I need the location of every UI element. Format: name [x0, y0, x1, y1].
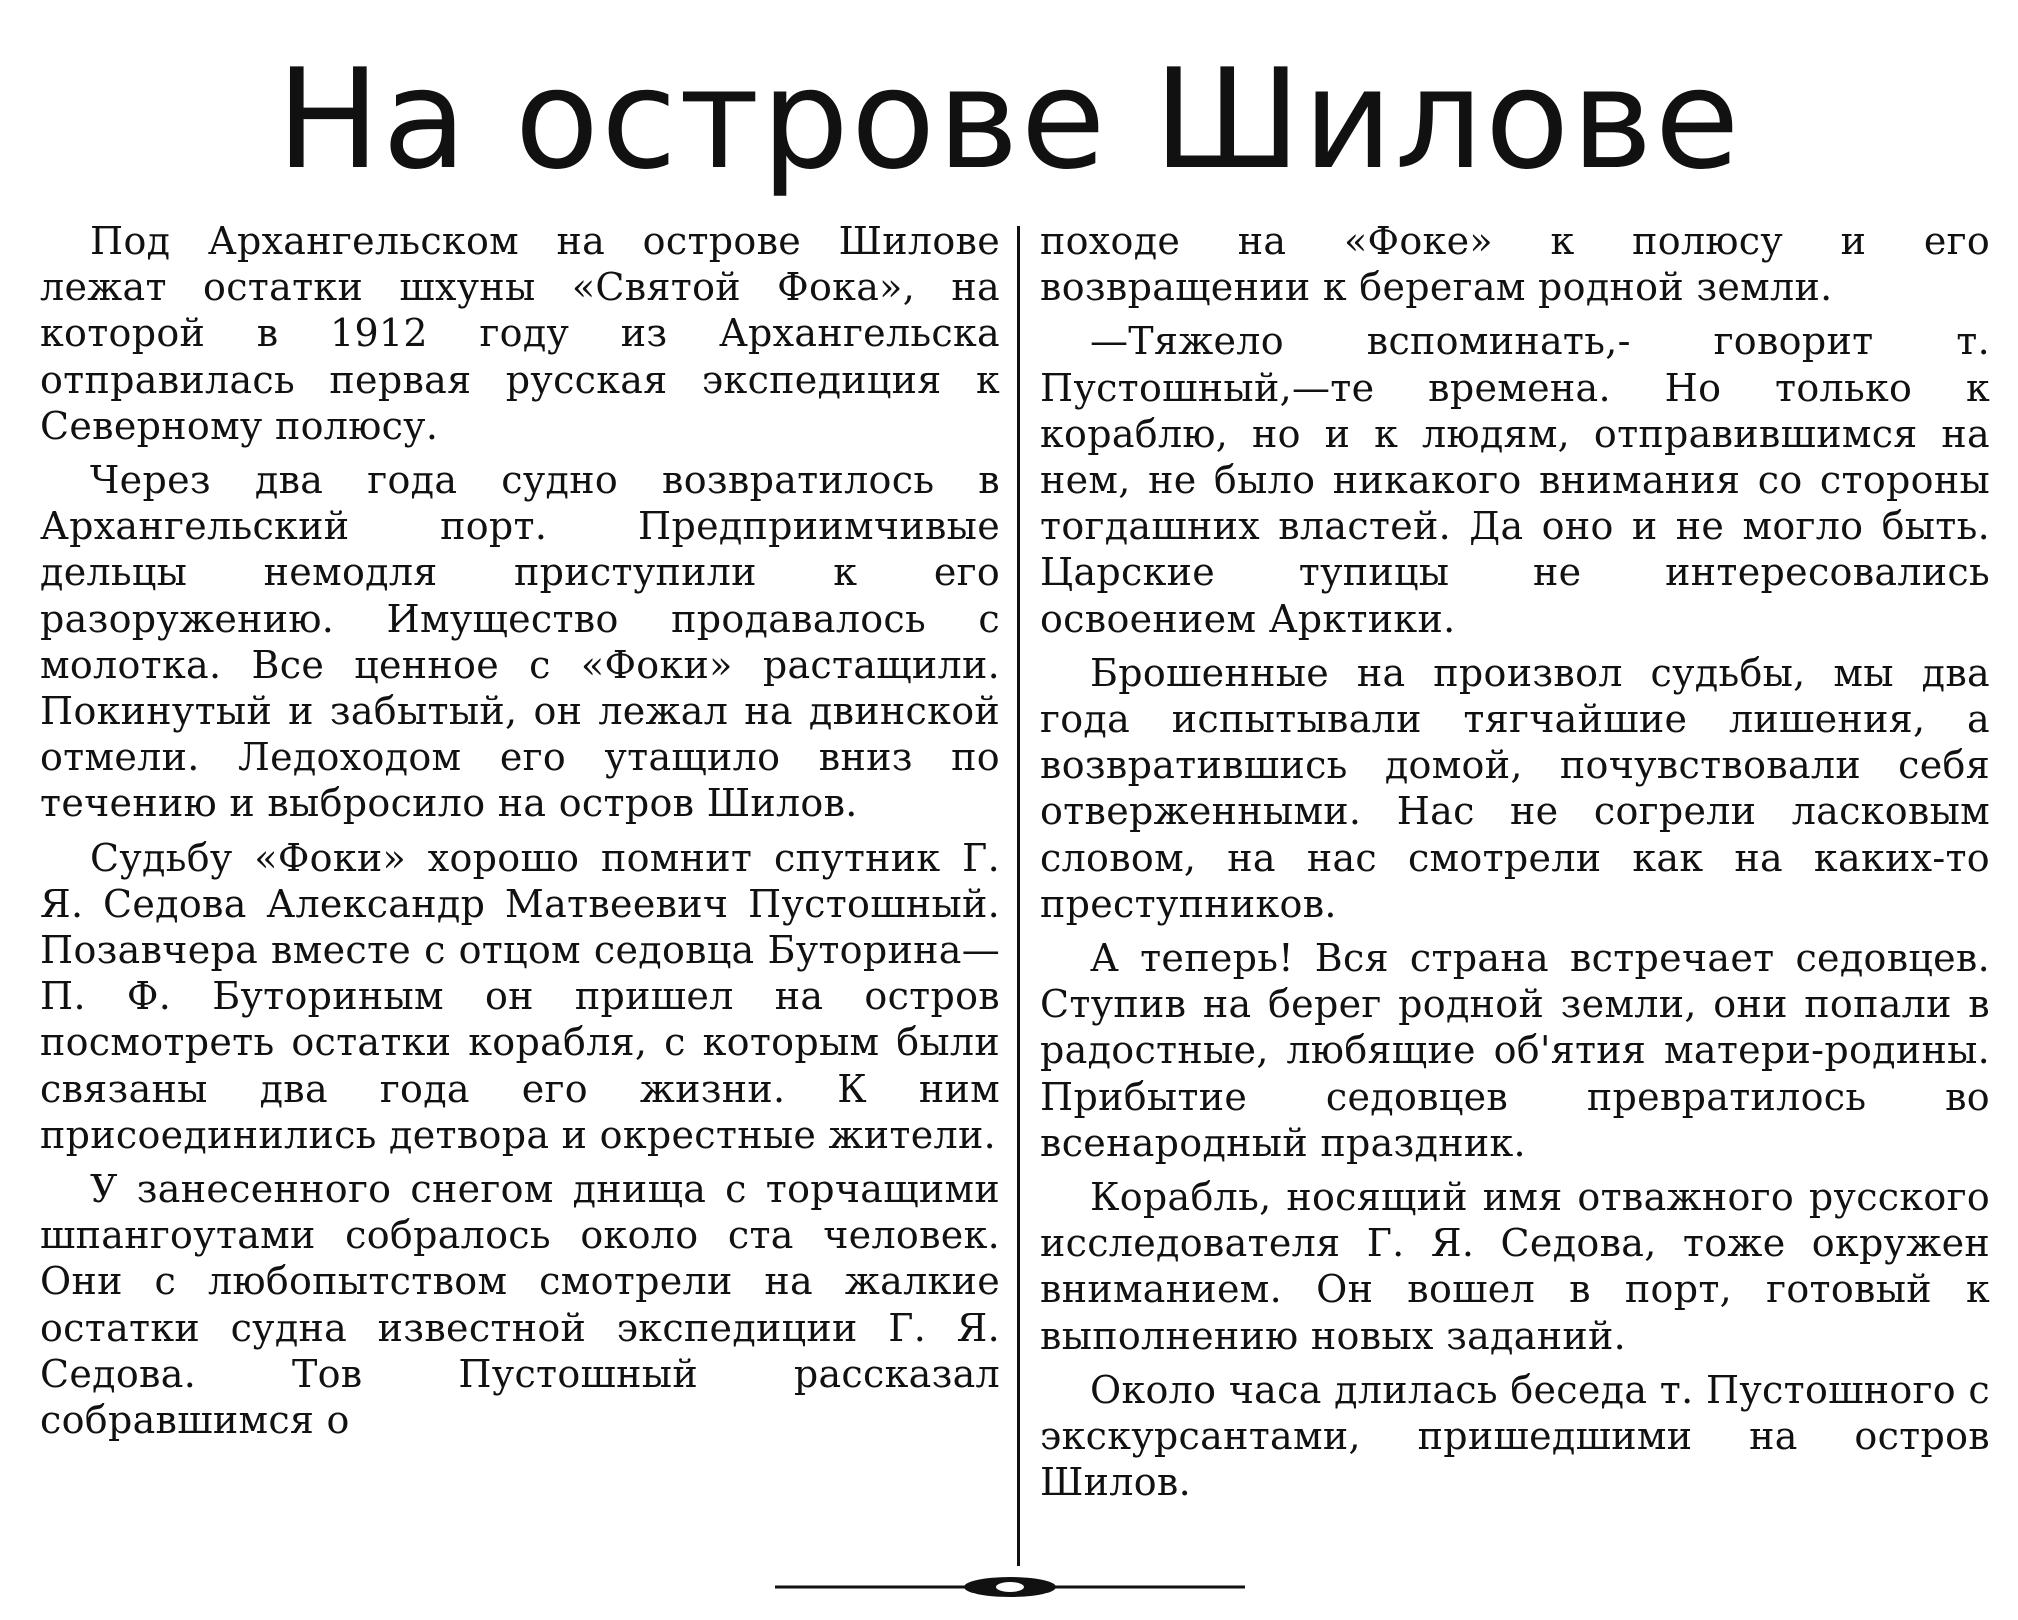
- paragraph: А теперь! Вся страна встречает седовцев. Ступив на берег родной земли, они попали в радостные, любящие об'ятия матери-родины. Прибытие седовцев превратилось во всенародный праздник.: [1040, 936, 1990, 1165]
- paragraph: —Тяжело вспоминать,- говорит т. Пустошный,—те времена. Но только к кораблю, но и к людям, отправившимся на нем, не было никакого внимания со стороны тогдашних властей. Да оно и не могло быть. Царские тупицы не интересовались освоением Арктики.: [1040, 319, 1990, 641]
- paragraph: Корабль, носящий имя отважного русского исследователя Г. Я. Седова, тоже окружен вниманием. Он вошел в порт, готовый к выполнению новых заданий.: [1040, 1175, 1990, 1358]
- paragraph: походе на «Фоке» к полюсу и его возвращении к берегам родной земли.: [1040, 219, 1990, 310]
- paragraph: Через два года судно возвратилось в Архангельский порт. Предприимчивые дельцы немодля приступили к его разоружению. Имущество продавалось с молотка. Все ценное с «Фоки» растащили. Покинутый и забытый, он лежал на двинской отмели. Ледоходом его утащило вниз по течению и выбросило на остров Шилов.: [40, 458, 1000, 826]
- paragraph: У занесенного снегом днища с торчащими шпангоутами собралось около ста человек. Они с любопытством смотрели на жалкие остатки судна известной экспедиции Г. Я. Седова. Тов Пустошный рассказал собравшимся о: [40, 1167, 1000, 1443]
- headline: На острове Шилове: [276, 39, 1742, 200]
- paragraph: Брошенные на произвол судьбы, мы два года испытывали тягчайшие лишения, а возвратившись домой, почувствовали себя отверженными. Нас не согрели ласковым словом, на нас смотрели как на каких-то преступников.: [1040, 650, 1990, 926]
- right-column: [1040, 218, 1990, 1513]
- column-divider: [1017, 226, 1020, 1566]
- paragraph: Под Архангельском на острове Шилове лежат остатки шхуны «Святой Фока», на которой в 1912 году из Архангельска отправилась первая русская экспедиция к Северному полюсу.: [40, 219, 1000, 448]
- end-ornament: [775, 1572, 1245, 1602]
- left-column: [40, 218, 1000, 1451]
- paragraph: Около часа длилась беседа т. Пустошного с экскурсантами, пришедшими на остров Шилов.: [1040, 1367, 1990, 1505]
- paragraph: Судьбу «Фоки» хорошо помнит спутник Г. Я. Седова Александр Матвеевич Пустошный. Позавчера вместе с отцом седовца Буторина—П. Ф. Буториным он пришел на остров посмотреть остатки корабля, с которым были связаны два года его жизни. К ним присоединились детвора и окрестные жители.: [40, 835, 1000, 1157]
